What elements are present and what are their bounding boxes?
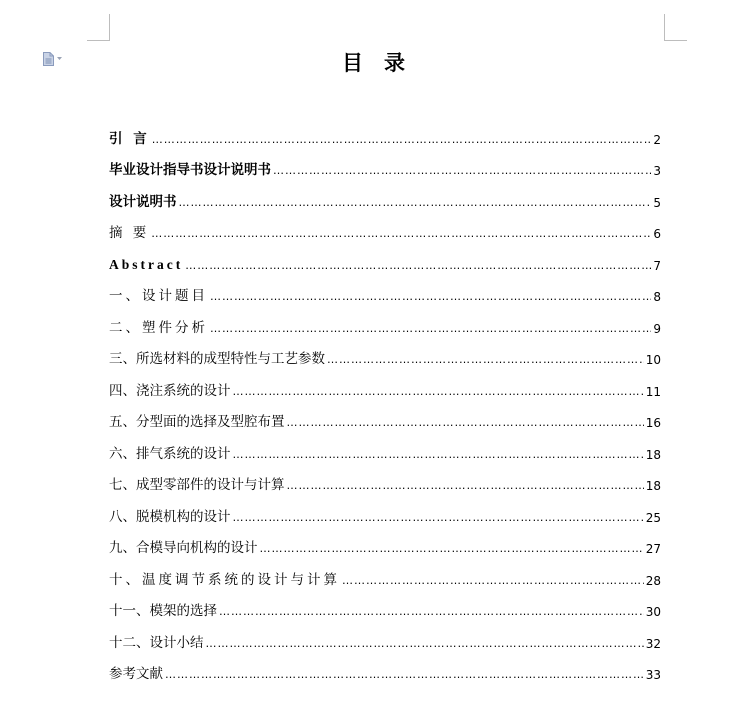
dot-leader <box>219 605 644 619</box>
dot-leader <box>210 290 651 304</box>
toc-entry-page: 18 <box>645 447 661 462</box>
toc-entry-label: 十二、设计小结 <box>109 634 204 651</box>
toc-entry[interactable] <box>109 336 661 368</box>
dot-leader <box>233 448 644 462</box>
page-corner-mark-left <box>87 14 110 41</box>
dot-leader <box>233 385 644 399</box>
dot-leader <box>179 196 652 210</box>
dot-leader <box>233 511 644 525</box>
toc-entry-label: 三、所选材料的成型特性与工艺参数 <box>109 351 325 367</box>
dot-leader <box>260 542 644 556</box>
toc-entry[interactable] <box>109 430 661 462</box>
toc-entry-page: 2 <box>653 132 661 147</box>
dot-leader <box>185 259 651 273</box>
toc-entry-label: 六、排气系统的设计 <box>109 445 231 462</box>
dot-leader <box>342 574 644 588</box>
toc-entry-label: 七、成型零部件的设计与计算 <box>109 477 285 493</box>
table-of-contents <box>109 115 661 682</box>
toc-entry-label: 八、脱模机构的设计 <box>109 508 231 525</box>
toc-entry[interactable] <box>109 588 661 620</box>
toc-entry[interactable] <box>109 367 661 399</box>
dot-leader <box>287 416 644 430</box>
toc-entry-label: 毕业设计指导书设计说明书 <box>109 162 271 178</box>
toc-entry-label: 二、塑件分析 <box>109 319 208 336</box>
toc-entry[interactable] <box>109 556 661 588</box>
toc-entry-label: 十、温度调节系统的设计与计算 <box>109 571 340 588</box>
toc-entry[interactable] <box>109 493 661 525</box>
toc-entry-page: 10 <box>645 353 661 367</box>
toc-entry-label: 九、合模导向机构的设计 <box>109 540 258 556</box>
toc-entry-label: 设计说明书 <box>109 193 177 210</box>
dot-leader <box>273 164 651 178</box>
toc-entry[interactable] <box>109 462 661 494</box>
toc-entry-label: 引 言 <box>109 130 150 147</box>
toc-entry-label: 十一、模架的选择 <box>109 603 217 619</box>
dot-leader <box>206 637 644 651</box>
toc-entry-page: 18 <box>645 479 661 493</box>
toc-entry[interactable] <box>109 304 661 336</box>
dot-leader <box>210 322 651 336</box>
toc-entry-page: 16 <box>645 416 661 430</box>
toc-entry[interactable] <box>109 651 661 683</box>
toc-entry[interactable] <box>109 399 661 431</box>
toc-entry-label: 四、浇注系统的设计 <box>109 382 231 399</box>
dot-leader <box>287 479 644 493</box>
toc-entry-page: 28 <box>645 573 661 588</box>
toc-entry[interactable] <box>109 147 661 179</box>
dot-leader <box>327 353 644 367</box>
toc-entry-page: 9 <box>653 321 661 336</box>
toc-entry[interactable] <box>109 619 661 651</box>
toc-entry-page: 25 <box>645 510 661 525</box>
dot-leader <box>165 668 644 682</box>
toc-entry-label: 参考文献 <box>109 666 163 682</box>
toc-entry-page: 30 <box>645 605 661 619</box>
toc-entry-page: 5 <box>653 195 661 210</box>
toc-entry[interactable] <box>109 241 661 273</box>
toc-entry[interactable] <box>109 273 661 305</box>
toc-entry-label: 五、分型面的选择及型腔布置 <box>109 414 285 430</box>
toc-entry-page: 6 <box>653 227 661 241</box>
dot-leader <box>152 133 652 147</box>
toc-entry-page: 3 <box>653 164 661 178</box>
toc-entry-label: 一、设计题目 <box>109 288 208 304</box>
toc-entry-page: 8 <box>653 290 661 304</box>
toc-entry-page: 7 <box>653 258 661 273</box>
dot-leader <box>151 227 651 241</box>
toc-entry-page: 11 <box>645 384 661 399</box>
page-corner-mark-right <box>664 14 687 41</box>
toc-entry[interactable] <box>109 178 661 210</box>
page-title: 目 录 <box>342 51 405 75</box>
toc-entry[interactable] <box>109 115 661 147</box>
toc-entry-page: 27 <box>645 542 661 556</box>
toc-entry-label: Abstract <box>109 256 184 272</box>
toc-entry-page: 32 <box>645 636 661 651</box>
toc-entry[interactable] <box>109 210 661 242</box>
toc-entry-label: 摘 要 <box>109 225 150 241</box>
toc-entry[interactable] <box>109 525 661 557</box>
toc-entry-page: 33 <box>645 668 661 682</box>
